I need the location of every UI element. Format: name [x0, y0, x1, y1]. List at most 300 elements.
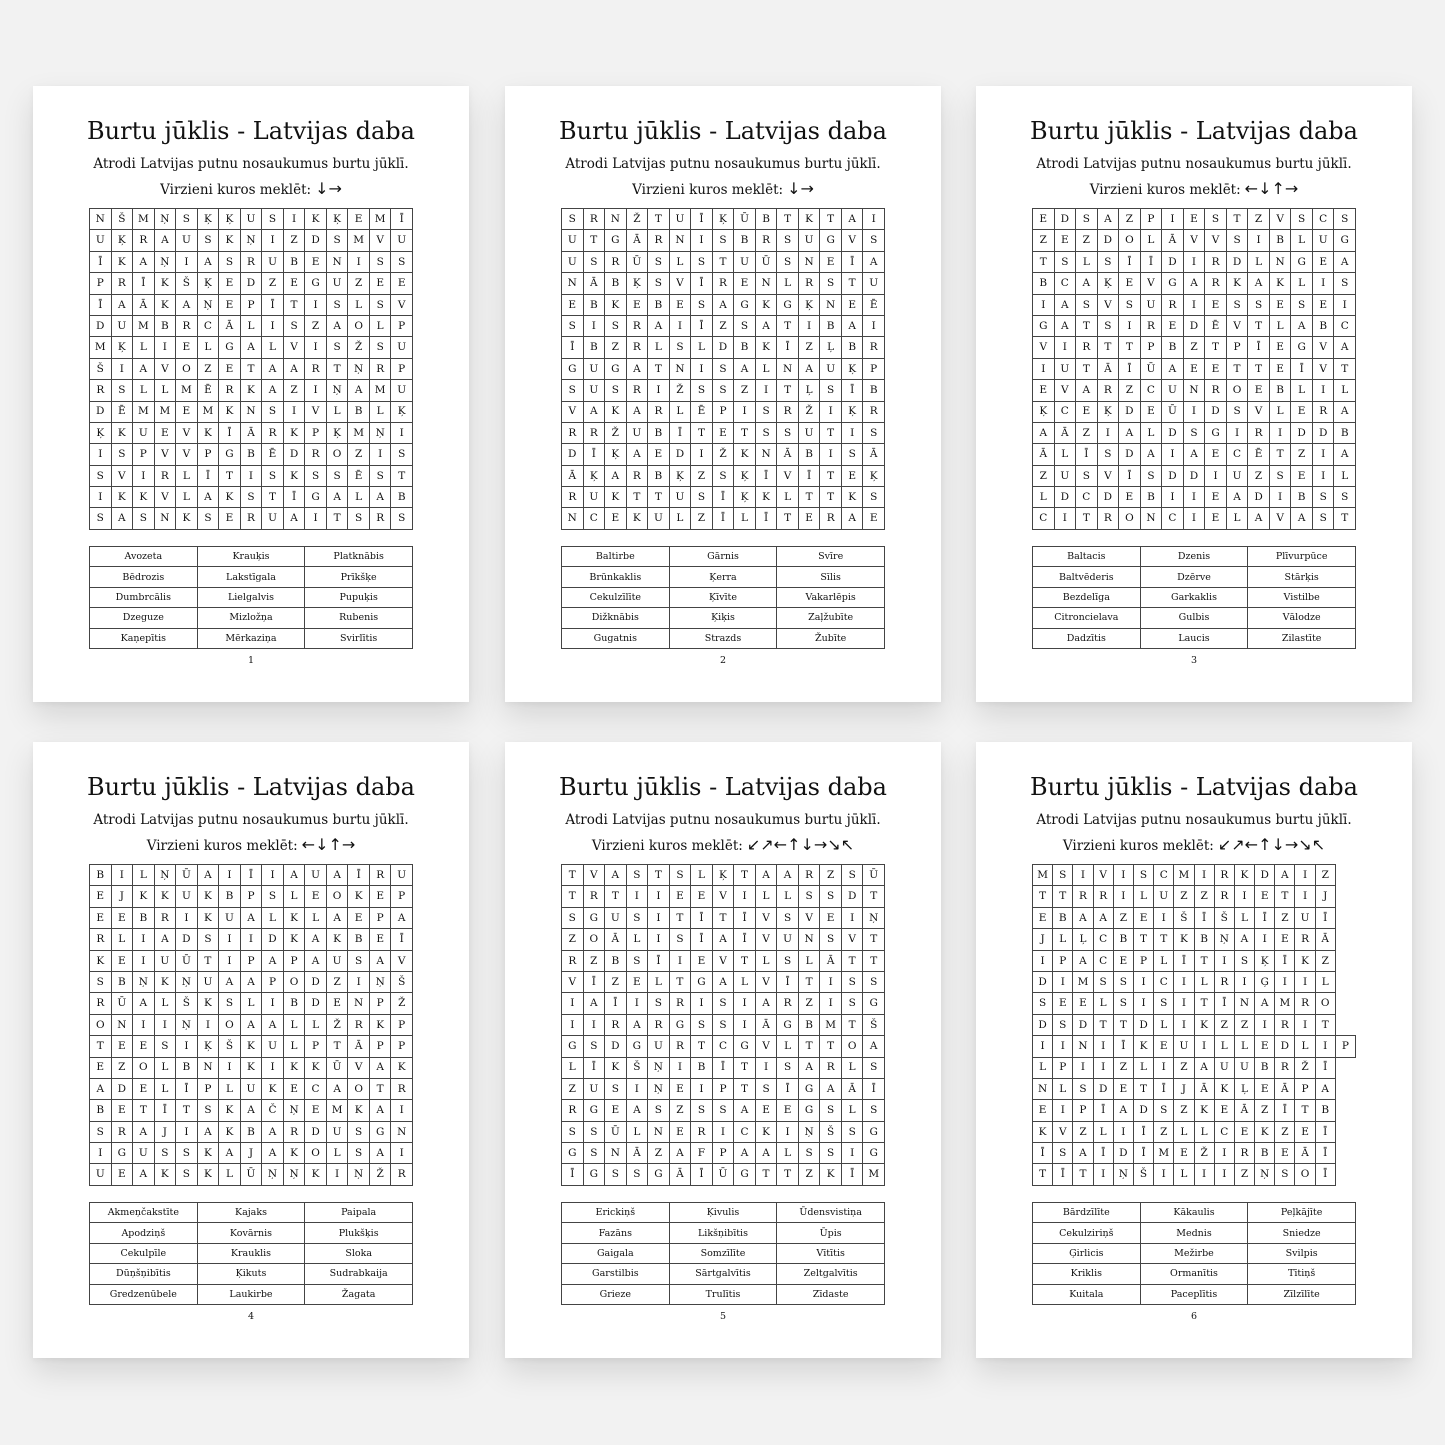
grid-cell[interactable]: Ž: [326, 1014, 348, 1035]
grid-cell[interactable]: L: [283, 1036, 305, 1057]
grid-cell[interactable]: A: [1275, 865, 1295, 886]
grid-cell[interactable]: I: [691, 993, 713, 1014]
grid-cell[interactable]: C: [1312, 209, 1334, 230]
grid-cell[interactable]: U: [197, 971, 219, 992]
grid-cell[interactable]: E: [669, 1078, 691, 1099]
grid-cell[interactable]: I: [176, 1036, 198, 1057]
grid-cell[interactable]: S: [605, 1164, 627, 1186]
grid-cell[interactable]: Ņ: [283, 1164, 305, 1186]
grid-cell[interactable]: Ž: [1295, 1057, 1315, 1078]
grid-cell[interactable]: S: [691, 1014, 713, 1035]
grid-cell[interactable]: R: [755, 230, 777, 251]
grid-cell[interactable]: P: [1133, 950, 1153, 971]
grid-cell[interactable]: C: [1226, 444, 1248, 465]
grid-cell[interactable]: T: [798, 971, 820, 992]
grid-cell[interactable]: S: [626, 907, 648, 928]
grid-cell[interactable]: Ž: [605, 422, 627, 443]
grid-cell[interactable]: A: [1334, 251, 1356, 272]
grid-cell[interactable]: A: [326, 907, 348, 928]
grid-cell[interactable]: K: [197, 993, 219, 1014]
grid-cell[interactable]: L: [1140, 230, 1162, 251]
grid-cell[interactable]: S: [712, 380, 734, 401]
grid-cell[interactable]: V: [1183, 230, 1205, 251]
grid-cell[interactable]: R: [583, 209, 605, 230]
grid-cell[interactable]: B: [391, 487, 413, 508]
grid-cell[interactable]: A: [197, 1121, 219, 1142]
grid-cell[interactable]: A: [734, 1100, 756, 1121]
grid-cell[interactable]: Ķ: [734, 487, 756, 508]
grid-cell[interactable]: L: [1140, 422, 1162, 443]
grid-cell[interactable]: Č: [262, 1100, 284, 1121]
grid-cell[interactable]: C: [1033, 508, 1055, 530]
grid-cell[interactable]: L: [197, 337, 219, 358]
grid-cell[interactable]: M: [197, 401, 219, 422]
grid-cell[interactable]: N: [755, 444, 777, 465]
grid-cell[interactable]: U: [240, 1078, 262, 1099]
grid-cell[interactable]: M: [820, 1014, 842, 1035]
grid-cell[interactable]: V: [798, 907, 820, 928]
grid-cell[interactable]: Ņ: [154, 251, 176, 272]
grid-cell[interactable]: A: [1054, 315, 1076, 336]
grid-cell[interactable]: T: [1033, 251, 1055, 272]
grid-cell[interactable]: S: [648, 1100, 670, 1121]
grid-cell[interactable]: A: [1334, 444, 1356, 465]
grid-cell[interactable]: S: [262, 465, 284, 486]
grid-cell[interactable]: I: [262, 865, 284, 886]
grid-cell[interactable]: L: [154, 993, 176, 1014]
grid-cell[interactable]: Ķ: [197, 1036, 219, 1057]
grid-cell[interactable]: A: [626, 401, 648, 422]
grid-cell[interactable]: E: [841, 294, 863, 315]
grid-cell[interactable]: N: [669, 230, 691, 251]
grid-cell[interactable]: K: [111, 487, 133, 508]
grid-cell[interactable]: S: [1097, 315, 1119, 336]
grid-cell[interactable]: E: [863, 508, 885, 530]
grid-cell[interactable]: L: [669, 401, 691, 422]
grid-cell[interactable]: S: [1076, 209, 1098, 230]
grid-cell[interactable]: G: [648, 1164, 670, 1186]
grid-cell[interactable]: L: [1334, 380, 1356, 401]
grid-cell[interactable]: Z: [1174, 1057, 1194, 1078]
grid-cell[interactable]: S: [605, 380, 627, 401]
grid-cell[interactable]: A: [863, 1036, 885, 1057]
grid-cell[interactable]: U: [305, 865, 327, 886]
grid-cell[interactable]: S: [648, 273, 670, 294]
grid-cell[interactable]: I: [1113, 1121, 1133, 1142]
grid-cell[interactable]: A: [712, 294, 734, 315]
grid-cell[interactable]: Z: [1194, 886, 1214, 907]
grid-cell[interactable]: Ī: [1174, 950, 1194, 971]
grid-cell[interactable]: B: [283, 251, 305, 272]
grid-cell[interactable]: Ī: [1275, 1100, 1295, 1121]
grid-cell[interactable]: Ā: [605, 929, 627, 950]
grid-cell[interactable]: R: [1140, 315, 1162, 336]
grid-cell[interactable]: Ķ: [669, 465, 691, 486]
grid-cell[interactable]: T: [1076, 508, 1098, 530]
grid-cell[interactable]: I: [820, 401, 842, 422]
grid-cell[interactable]: R: [626, 380, 648, 401]
grid-cell[interactable]: R: [820, 508, 842, 530]
grid-cell[interactable]: A: [841, 315, 863, 336]
grid-cell[interactable]: K: [348, 1100, 370, 1121]
grid-cell[interactable]: B: [1033, 273, 1055, 294]
grid-cell[interactable]: I: [1073, 865, 1093, 886]
grid-cell[interactable]: T: [562, 865, 584, 886]
grid-cell[interactable]: I: [240, 929, 262, 950]
grid-cell[interactable]: Ū: [605, 1121, 627, 1142]
grid-cell[interactable]: S: [669, 337, 691, 358]
grid-cell[interactable]: I: [626, 886, 648, 907]
grid-cell[interactable]: T: [648, 865, 670, 886]
grid-cell[interactable]: Š: [111, 209, 133, 230]
grid-cell[interactable]: I: [820, 971, 842, 992]
grid-cell[interactable]: T: [734, 422, 756, 443]
grid-cell[interactable]: T: [90, 1036, 112, 1057]
grid-cell[interactable]: I: [1162, 444, 1184, 465]
grid-cell[interactable]: A: [669, 1143, 691, 1164]
grid-cell[interactable]: D: [1133, 1014, 1153, 1035]
grid-cell[interactable]: C: [1093, 929, 1113, 950]
grid-cell[interactable]: Ā: [1033, 444, 1055, 465]
grid-cell[interactable]: R: [1234, 1143, 1254, 1164]
grid-cell[interactable]: B: [240, 1121, 262, 1142]
grid-cell[interactable]: U: [1312, 230, 1334, 251]
grid-cell[interactable]: I: [176, 907, 198, 928]
grid-cell[interactable]: K: [369, 1014, 391, 1035]
grid-cell[interactable]: G: [734, 1036, 756, 1057]
grid-cell[interactable]: V: [1226, 315, 1248, 336]
grid-cell[interactable]: S: [583, 1143, 605, 1164]
grid-cell[interactable]: I: [1174, 993, 1194, 1014]
grid-cell[interactable]: Ī: [1154, 1078, 1174, 1099]
grid-cell[interactable]: Z: [1119, 209, 1141, 230]
grid-cell[interactable]: G: [219, 444, 241, 465]
grid-cell[interactable]: Ķ: [90, 422, 112, 443]
grid-cell[interactable]: A: [240, 1100, 262, 1121]
grid-cell[interactable]: L: [1315, 971, 1335, 992]
grid-cell[interactable]: V: [1033, 337, 1055, 358]
grid-cell[interactable]: C: [1054, 401, 1076, 422]
grid-cell[interactable]: Š: [176, 273, 198, 294]
grid-cell[interactable]: S: [154, 1143, 176, 1164]
grid-cell[interactable]: Ī: [755, 508, 777, 530]
grid-cell[interactable]: L: [369, 315, 391, 336]
grid-cell[interactable]: Ū: [176, 950, 198, 971]
grid-cell[interactable]: U: [133, 1143, 155, 1164]
grid-cell[interactable]: I: [1234, 886, 1254, 907]
grid-cell[interactable]: I: [369, 444, 391, 465]
grid-cell[interactable]: A: [369, 1100, 391, 1121]
grid-cell[interactable]: Ī: [176, 1078, 198, 1099]
grid-cell[interactable]: D: [841, 886, 863, 907]
grid-cell[interactable]: S: [777, 230, 799, 251]
grid-cell[interactable]: I: [133, 950, 155, 971]
grid-cell[interactable]: Z: [605, 971, 627, 992]
grid-cell[interactable]: G: [562, 358, 584, 379]
grid-cell[interactable]: I: [734, 1014, 756, 1035]
grid-cell[interactable]: A: [712, 971, 734, 992]
grid-cell[interactable]: S: [777, 251, 799, 272]
grid-cell[interactable]: Š: [219, 1036, 241, 1057]
grid-cell[interactable]: L: [1033, 1057, 1053, 1078]
grid-cell[interactable]: Z: [1315, 950, 1335, 971]
grid-cell[interactable]: I: [133, 465, 155, 486]
grid-cell[interactable]: T: [176, 1100, 198, 1121]
grid-cell[interactable]: I: [1183, 508, 1205, 530]
grid-cell[interactable]: Ī: [562, 337, 584, 358]
grid-cell[interactable]: G: [820, 230, 842, 251]
grid-cell[interactable]: R: [1214, 865, 1234, 886]
grid-cell[interactable]: S: [820, 273, 842, 294]
grid-cell[interactable]: Ņ: [326, 380, 348, 401]
grid-cell[interactable]: S: [648, 993, 670, 1014]
grid-cell[interactable]: Ņ: [154, 209, 176, 230]
grid-cell[interactable]: I: [1093, 1036, 1113, 1057]
grid-cell[interactable]: E: [1119, 273, 1141, 294]
grid-cell[interactable]: I: [391, 1100, 413, 1121]
grid-cell[interactable]: K: [154, 294, 176, 315]
grid-cell[interactable]: Ī: [691, 273, 713, 294]
grid-cell[interactable]: S: [626, 865, 648, 886]
grid-cell[interactable]: G: [863, 1121, 885, 1142]
grid-cell[interactable]: Ķ: [326, 209, 348, 230]
grid-cell[interactable]: L: [1248, 251, 1270, 272]
grid-cell[interactable]: B: [755, 209, 777, 230]
grid-cell[interactable]: G: [219, 337, 241, 358]
grid-cell[interactable]: A: [133, 993, 155, 1014]
grid-cell[interactable]: O: [219, 1014, 241, 1035]
grid-cell[interactable]: S: [691, 251, 713, 272]
grid-cell[interactable]: L: [691, 865, 713, 886]
grid-cell[interactable]: O: [1295, 1164, 1315, 1186]
grid-cell[interactable]: R: [1093, 886, 1113, 907]
grid-cell[interactable]: E: [1133, 907, 1153, 928]
grid-cell[interactable]: I: [176, 1121, 198, 1142]
grid-cell[interactable]: N: [562, 273, 584, 294]
grid-cell[interactable]: T: [1334, 508, 1356, 530]
grid-cell[interactable]: L: [626, 1121, 648, 1142]
grid-cell[interactable]: Ī: [691, 209, 713, 230]
grid-cell[interactable]: R: [283, 1121, 305, 1142]
grid-cell[interactable]: L: [369, 401, 391, 422]
grid-cell[interactable]: L: [1214, 1036, 1234, 1057]
grid-cell[interactable]: U: [734, 251, 756, 272]
grid-cell[interactable]: E: [669, 886, 691, 907]
grid-cell[interactable]: A: [1334, 337, 1356, 358]
grid-cell[interactable]: V: [712, 886, 734, 907]
grid-cell[interactable]: Ī: [583, 1057, 605, 1078]
grid-cell[interactable]: Ž: [712, 444, 734, 465]
grid-cell[interactable]: S: [1334, 273, 1356, 294]
grid-cell[interactable]: R: [1295, 993, 1315, 1014]
grid-cell[interactable]: S: [348, 508, 370, 530]
grid-cell[interactable]: S: [562, 209, 584, 230]
grid-cell[interactable]: Ī: [1275, 950, 1295, 971]
grid-cell[interactable]: I: [1053, 1100, 1073, 1121]
grid-cell[interactable]: E: [1312, 251, 1334, 272]
grid-cell[interactable]: S: [197, 929, 219, 950]
grid-cell[interactable]: S: [755, 401, 777, 422]
grid-cell[interactable]: Ž: [669, 380, 691, 401]
grid-cell[interactable]: A: [197, 865, 219, 886]
grid-cell[interactable]: K: [154, 971, 176, 992]
grid-cell[interactable]: L: [283, 1014, 305, 1035]
grid-cell[interactable]: T: [369, 1078, 391, 1099]
grid-cell[interactable]: Ī: [691, 315, 713, 336]
grid-cell[interactable]: B: [605, 273, 627, 294]
grid-cell[interactable]: L: [626, 929, 648, 950]
grid-cell[interactable]: E: [133, 1078, 155, 1099]
grid-cell[interactable]: Ļ: [798, 380, 820, 401]
grid-cell[interactable]: I: [1053, 971, 1073, 992]
grid-cell[interactable]: I: [219, 950, 241, 971]
grid-cell[interactable]: Ī: [605, 993, 627, 1014]
grid-cell[interactable]: E: [1073, 993, 1093, 1014]
grid-cell[interactable]: R: [111, 273, 133, 294]
grid-cell[interactable]: Z: [734, 380, 756, 401]
grid-cell[interactable]: K: [154, 886, 176, 907]
grid-cell[interactable]: Ī: [90, 294, 112, 315]
grid-cell[interactable]: V: [111, 465, 133, 486]
grid-cell[interactable]: I: [820, 993, 842, 1014]
grid-cell[interactable]: I: [1194, 1036, 1214, 1057]
grid-cell[interactable]: C: [1162, 508, 1184, 530]
grid-cell[interactable]: Z: [691, 508, 713, 530]
grid-cell[interactable]: U: [133, 422, 155, 443]
grid-cell[interactable]: I: [841, 422, 863, 443]
grid-cell[interactable]: A: [1140, 444, 1162, 465]
grid-cell[interactable]: T: [1154, 929, 1174, 950]
grid-cell[interactable]: A: [777, 865, 799, 886]
grid-cell[interactable]: M: [133, 315, 155, 336]
grid-cell[interactable]: P: [391, 358, 413, 379]
grid-cell[interactable]: I: [648, 380, 670, 401]
grid-cell[interactable]: B: [648, 422, 670, 443]
grid-cell[interactable]: G: [626, 1036, 648, 1057]
grid-cell[interactable]: V: [1269, 508, 1291, 530]
grid-cell[interactable]: T: [240, 358, 262, 379]
grid-cell[interactable]: Ā: [755, 1014, 777, 1035]
grid-cell[interactable]: E: [348, 209, 370, 230]
grid-cell[interactable]: E: [1033, 380, 1055, 401]
grid-cell[interactable]: R: [1295, 929, 1315, 950]
grid-cell[interactable]: T: [1269, 444, 1291, 465]
grid-cell[interactable]: R: [154, 907, 176, 928]
grid-cell[interactable]: K: [305, 1057, 327, 1078]
grid-cell[interactable]: T: [841, 1014, 863, 1035]
grid-cell[interactable]: I: [154, 1014, 176, 1035]
grid-cell[interactable]: A: [305, 929, 327, 950]
grid-cell[interactable]: B: [90, 865, 112, 886]
grid-cell[interactable]: L: [133, 337, 155, 358]
grid-cell[interactable]: L: [734, 971, 756, 992]
grid-cell[interactable]: D: [1119, 444, 1141, 465]
grid-cell[interactable]: A: [154, 230, 176, 251]
grid-cell[interactable]: B: [348, 929, 370, 950]
grid-cell[interactable]: Ķ: [1097, 401, 1119, 422]
grid-cell[interactable]: S: [326, 294, 348, 315]
grid-cell[interactable]: I: [841, 1143, 863, 1164]
grid-cell[interactable]: S: [326, 230, 348, 251]
grid-cell[interactable]: L: [219, 1164, 241, 1186]
grid-cell[interactable]: U: [798, 230, 820, 251]
grid-cell[interactable]: V: [176, 444, 198, 465]
grid-cell[interactable]: B: [1113, 929, 1133, 950]
grid-cell[interactable]: L: [1076, 251, 1098, 272]
grid-cell[interactable]: A: [197, 487, 219, 508]
grid-cell[interactable]: I: [1183, 294, 1205, 315]
grid-cell[interactable]: P: [391, 315, 413, 336]
grid-cell[interactable]: D: [305, 1121, 327, 1142]
grid-cell[interactable]: A: [1255, 993, 1275, 1014]
grid-cell[interactable]: D: [562, 444, 584, 465]
grid-cell[interactable]: D: [1275, 1036, 1295, 1057]
grid-cell[interactable]: C: [712, 1036, 734, 1057]
grid-cell[interactable]: Ņ: [1255, 1164, 1275, 1186]
grid-cell[interactable]: K: [755, 337, 777, 358]
grid-cell[interactable]: E: [1275, 929, 1295, 950]
grid-cell[interactable]: Ē: [348, 465, 370, 486]
grid-cell[interactable]: Ķ: [712, 865, 734, 886]
grid-cell[interactable]: T: [1275, 886, 1295, 907]
grid-cell[interactable]: A: [305, 950, 327, 971]
grid-cell[interactable]: E: [1234, 1121, 1254, 1142]
grid-cell[interactable]: P: [712, 401, 734, 422]
grid-cell[interactable]: S: [391, 444, 413, 465]
grid-cell[interactable]: Ū: [734, 209, 756, 230]
grid-cell[interactable]: S: [841, 865, 863, 886]
grid-cell[interactable]: Ī: [1140, 251, 1162, 272]
grid-cell[interactable]: A: [348, 380, 370, 401]
grid-cell[interactable]: E: [1076, 401, 1098, 422]
grid-cell[interactable]: L: [648, 337, 670, 358]
grid-cell[interactable]: Ņ: [283, 1100, 305, 1121]
grid-cell[interactable]: S: [820, 886, 842, 907]
grid-cell[interactable]: G: [111, 1143, 133, 1164]
grid-cell[interactable]: E: [1140, 401, 1162, 422]
grid-cell[interactable]: G: [1291, 251, 1313, 272]
grid-cell[interactable]: T: [1133, 1078, 1153, 1099]
grid-cell[interactable]: Z: [562, 1078, 584, 1099]
grid-cell[interactable]: T: [777, 209, 799, 230]
grid-cell[interactable]: S: [133, 508, 155, 530]
grid-cell[interactable]: E: [669, 1121, 691, 1142]
grid-cell[interactable]: V: [1140, 273, 1162, 294]
grid-cell[interactable]: T: [1205, 337, 1227, 358]
grid-cell[interactable]: B: [841, 337, 863, 358]
grid-cell[interactable]: A: [626, 358, 648, 379]
grid-cell[interactable]: T: [1053, 886, 1073, 907]
grid-cell[interactable]: F: [691, 1143, 713, 1164]
grid-cell[interactable]: Ā: [1162, 230, 1184, 251]
grid-cell[interactable]: I: [820, 444, 842, 465]
grid-cell[interactable]: Z: [1234, 1164, 1254, 1186]
grid-cell[interactable]: R: [669, 993, 691, 1014]
grid-cell[interactable]: B: [691, 1057, 713, 1078]
grid-cell[interactable]: V: [583, 865, 605, 886]
grid-cell[interactable]: T: [820, 465, 842, 486]
grid-cell[interactable]: Ņ: [369, 971, 391, 992]
grid-cell[interactable]: J: [111, 886, 133, 907]
grid-cell[interactable]: T: [326, 1036, 348, 1057]
grid-cell[interactable]: Š: [1174, 907, 1194, 928]
grid-cell[interactable]: A: [1183, 273, 1205, 294]
grid-cell[interactable]: V: [283, 337, 305, 358]
grid-cell[interactable]: P: [712, 1143, 734, 1164]
grid-cell[interactable]: A: [1183, 444, 1205, 465]
grid-cell[interactable]: I: [305, 380, 327, 401]
grid-cell[interactable]: D: [305, 993, 327, 1014]
